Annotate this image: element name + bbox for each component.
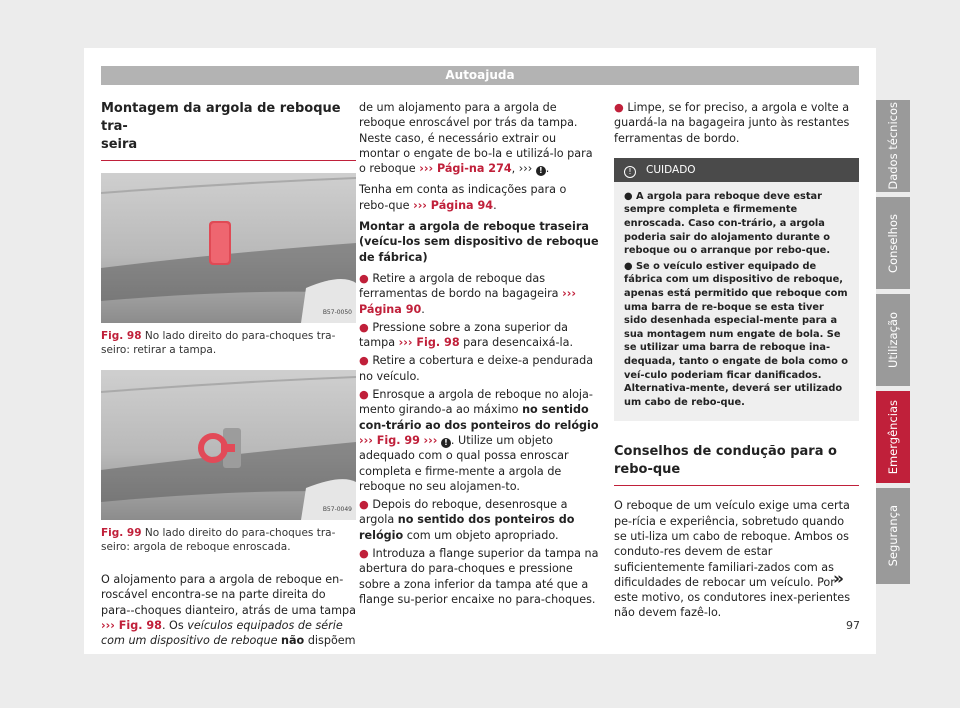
caution-title: CUIDADO xyxy=(646,163,696,176)
caution-item xyxy=(624,260,849,410)
tab-label: Emergências xyxy=(886,399,900,475)
figure-98-caption xyxy=(101,329,356,357)
section-title-text: Montagem da argola de reboque tra- seira xyxy=(101,101,341,152)
column-middle xyxy=(359,100,599,610)
figure-99 xyxy=(101,370,356,520)
bullet-icon: ● xyxy=(359,271,369,285)
text: . Utilize um objeto adequado com o qual possa enroscar completa e firme-mente a argola de reboque no seu alojamen-to. xyxy=(359,433,569,493)
figure-label: Fig. 98 xyxy=(101,330,142,342)
page-link[interactable]: ››› Pági-na 274 xyxy=(419,162,512,176)
bullet-icon: ● xyxy=(359,354,369,368)
page-link[interactable]: ››› Página 90 xyxy=(359,287,576,316)
figure-link[interactable]: ››› Fig. 98 xyxy=(398,336,460,350)
warning-icon: ! xyxy=(536,166,546,176)
list-item xyxy=(359,546,599,607)
tab-label: Utilização xyxy=(886,311,900,368)
caution-item xyxy=(624,190,849,258)
figure-caption-text: No lado direito do para-choques tra-seiro: retirar a tampa. xyxy=(101,330,336,356)
page-link[interactable]: ››› Página 94 xyxy=(413,198,494,212)
page-header: Autoajuda xyxy=(101,66,859,85)
bullet-icon: ● xyxy=(624,190,633,202)
list-item xyxy=(359,320,599,351)
continue-arrow-icon: » xyxy=(833,569,844,589)
figure-code: B57-0050 xyxy=(322,308,352,316)
text: . Os xyxy=(161,618,184,632)
text: dispõem xyxy=(307,634,356,648)
text: Pressione sobre a zona superior da tampa xyxy=(359,320,569,350)
bullet-icon: ● xyxy=(359,388,369,402)
paragraph-housing: de um alojamento para a argola de reboque enroscável por trás da tampa. Neste caso, é necessário extrair ou montar o engate de bo-la e utilizá-lo para o reboque ››› Pági-na 274, ››› ! . xyxy=(359,101,593,176)
tab-utilizacao[interactable] xyxy=(876,294,910,386)
text: Retire a argola de reboque das ferramentas de bordo na bagageira xyxy=(359,271,559,301)
italic-text: veículos equipados de série com um dispositivo de reboque xyxy=(101,618,343,648)
list-item xyxy=(359,387,599,494)
text: com um objeto apropriado. xyxy=(406,528,559,542)
text: Se o veículo estiver equipado de fábrica com um dispositivo de reboque, apenas está permitido que reboque com uma barra de re-boque se esta tiver sido desenhada especial-mente para a sua montagem num engate de bola. Se se utilizar uma barra de reboque ina-dequada, tanto o engate de bola como o veí-culo poderiam ficar danificados. Alternativa-mente, deverá ser utilizado um cabo de rebo-que. xyxy=(624,260,849,408)
caution-header xyxy=(614,158,859,182)
text: de um alojamento para a argola de reboque enroscável por trás da tampa. Neste caso, é necessário extrair ou montar o engate de bo-la e utilizá-lo para o reboque xyxy=(359,101,593,176)
list-item xyxy=(359,497,599,543)
text: Enrosque a argola de reboque no aloja-mento girando-a ao máximo xyxy=(359,388,593,417)
column-right xyxy=(614,100,859,627)
warning-link[interactable]: ››› xyxy=(423,433,438,447)
text: Introduza a flange superior da tampa na abertura do para-choques e pressione sobre a zona inferior da tampa até que a flange su-perior encaixe no para-choques. xyxy=(359,547,599,606)
bullet-icon: ● xyxy=(624,260,633,272)
bullet-icon: ● xyxy=(359,320,369,334)
tab-label: Segurança xyxy=(886,505,900,567)
figure-link[interactable]: ››› Fig. 99 xyxy=(359,433,420,447)
text: Tenha em conta as indicações para o rebo-que xyxy=(359,183,567,212)
caution-icon: ! xyxy=(624,166,636,178)
tab-conselhos[interactable] xyxy=(876,197,910,289)
page-number: 97 xyxy=(846,619,860,632)
bold-text: não xyxy=(281,634,305,648)
bullet-icon: ● xyxy=(359,498,369,512)
text: O alojamento para a argola de reboque en-roscável encontra-se na parte direita do para--choques dianteiro, atrás de uma tampa xyxy=(101,573,356,617)
column-left xyxy=(101,100,356,654)
section-title-towing-eye xyxy=(101,100,356,161)
list-item xyxy=(614,100,859,146)
towing-eye-illustration xyxy=(101,370,356,520)
intro-paragraph xyxy=(101,572,356,648)
text: , ››› xyxy=(511,162,533,176)
tab-label: Dados técnicos xyxy=(886,102,900,190)
figure-label: Fig. 99 xyxy=(101,527,142,539)
subheading-mount: Montar a argola de reboque traseira (veícu-los sem dispositivo de reboque de fábrica) xyxy=(359,220,599,264)
text: A argola para reboque deve estar sempre completa e firmemente enroscada. Caso con-trário, a argola poderia sair do alojamento durante o reboque ou o arranque por rebo-que. xyxy=(624,190,831,257)
bullet-icon: ● xyxy=(359,547,369,561)
figure-99-caption xyxy=(101,526,356,554)
caution-box xyxy=(614,158,859,422)
tab-emergencias[interactable] xyxy=(876,391,910,483)
text: para desencaixá-la. xyxy=(463,336,574,350)
tab-dados-tecnicos[interactable] xyxy=(876,100,910,192)
bold-text: no sentido con-trário ao dos ponteiros do relógio xyxy=(359,403,599,432)
tab-seguranca[interactable] xyxy=(876,488,910,584)
text: Retire a cobertura e deixe-a pendurada no veículo. xyxy=(359,354,594,383)
paragraph-driving-tips: O reboque de um veículo exige uma certa pe-rícia e experiência, sobretudo quando se uti-liza um cabo de reboque. Ambos os conduto-res devem de estar suficientemente familiari-zados com as dificuldades de rebocar um veículo. Por este motivo, os condutores inex-perientes não devem fazê-lo. xyxy=(614,499,851,620)
figure-code: B57-0049 xyxy=(322,505,352,513)
bullet-icon: ● xyxy=(614,101,624,114)
list-item xyxy=(359,353,599,384)
text: Depois do reboque, desenrosque a argola xyxy=(359,498,568,527)
section-title-driving-tips xyxy=(614,443,859,486)
section-title-text: Conselhos de condução para o rebo-que xyxy=(614,444,837,478)
figure-link[interactable]: ››› Fig. 98 xyxy=(101,618,162,632)
figure-caption-text: No lado direito do para-choques tra-seiro: argola de reboque enroscada. xyxy=(101,527,336,553)
bold-text: no sentido dos ponteiros do relógio xyxy=(359,513,575,542)
caution-body xyxy=(614,182,859,422)
figure-98 xyxy=(101,173,356,323)
bumper-cover-illustration xyxy=(101,173,356,323)
warning-icon: ! xyxy=(441,438,451,448)
paragraph-notes: Tenha em conta as indicações para o rebo-que ››› Página 94. xyxy=(359,183,567,212)
tab-label: Conselhos xyxy=(886,213,900,273)
list-item: ● Retire a argola de reboque das ferramentas de bordo na bagageira ››› Página 90. xyxy=(359,271,576,316)
text: Limpe, se for preciso, a argola e volte a guardá-la na bagageira junto às restantes ferramentas de bordo. xyxy=(614,101,850,145)
